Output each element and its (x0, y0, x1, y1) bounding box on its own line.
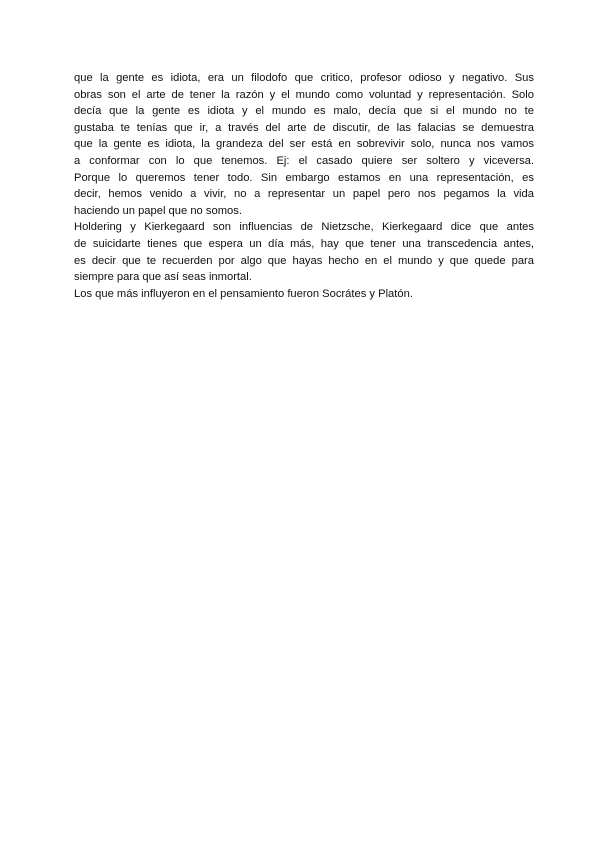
text-line: Porque lo queremos tener todo. Sin embargo estamos en una representación, es (74, 171, 534, 184)
text-line: gustaba te tenías que ir, a través del arte de discutir, de las falacias se demuestra (74, 121, 534, 134)
text-line: Holdering y Kierkegaard son influencias de Nietzsche, Kierkegaard dice que antes (74, 221, 534, 234)
text-line: decía que la gente es idiota y el mundo es malo, decía que si el mundo no te (74, 105, 534, 118)
text-line: Los que más influyeron en el pensamiento fueron Socrátes y Platón. (74, 287, 413, 300)
text-line: decir, hemos venido a vivir, no a representar un papel pero nos pegamos la vida (74, 188, 534, 201)
text-line: que la gente es idiota, la grandeza del ser está en sobrevivir solo, nunca nos vamos (74, 138, 534, 151)
text-line: haciendo un papel que no somos. (74, 204, 242, 217)
text-line: obras son el arte de tener la razón y el mundo como voluntad y representación. Solo (74, 88, 534, 101)
text-line: a conformar con lo que tenemos. Ej: el casado quiere ser soltero y viceversa. (74, 154, 534, 167)
body-text (74, 70, 534, 302)
text-line: que la gente es idiota, era un filodofo que critico, profesor odioso y negativo. Sus (74, 72, 534, 84)
text-line: es decir que te recuerden por algo que hayas hecho en el mundo y que quede para (74, 254, 534, 267)
text-line: siempre para que así seas inmortal. (74, 271, 252, 284)
text-line: de suicidarte tienes que espera un día más, hay que tener una transcedencia antes, (74, 237, 534, 250)
